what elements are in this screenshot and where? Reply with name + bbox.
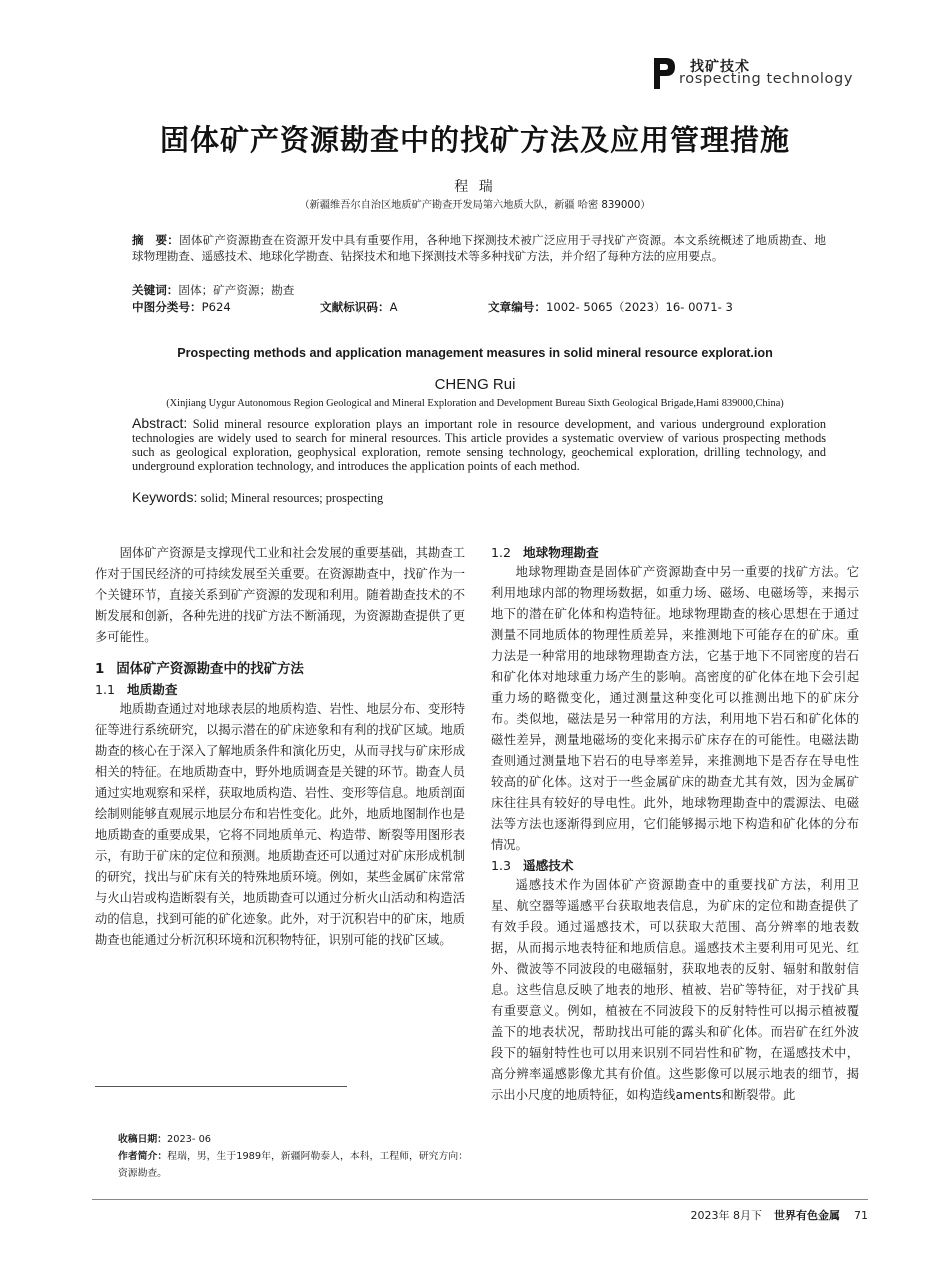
page-footer — [691, 1207, 869, 1223]
author-bio — [118, 1148, 468, 1182]
english-keywords — [132, 489, 383, 506]
abstract-cn-text: 固体矿产资源勘查在资源开发中具有重要作用，各种地下探测技术被广泛应用于寻找矿产资源。本文系统概述了地质勘查、地球物理勘查、遥感技术、地球化学勘查、钻探技术和地下探测技术等多种找矿方法，并介绍了每种方法的应用要点。 — [132, 233, 826, 264]
page-footer-divider — [92, 1199, 868, 1200]
section-1-3-paragraph: 遥感技术作为固体矿产资源勘查中的重要找矿方法，利用卫星、航空器等遥感平台获取地表信息，为矿床的定位和勘查提供了有效手段。通过遥感技术，可以获取大范围、高分辨率的地表数据，从而揭示地表特征和地质信息。遥感技术主要利用可见光、红外、微波等不同波段的电磁辐射，获取地表的反射、辐射和散射信息。这些信息反映了地表的地形、植被、岩矿等特征，对于找矿具有重要意义。例如，植被在不同波段下的反射特性可以揭示植被覆盖下的地表状况，帮助找出可能的露头和矿化体。而岩矿在红外波段下的辐射特性也可以用来识别不同岩性和矿物，在遥感技术中，高分辨率遥感影像尤其有价值。这些影像可以展示地表的细节，揭示出小尺度的地质特征，如构造线aments和断裂带。此 — [491, 878, 859, 1102]
doc-code-label: 文献标识码： — [320, 300, 390, 314]
author-name: 程 瑞 — [454, 179, 496, 195]
column-brand-cn: 找矿技术 — [690, 59, 750, 75]
english-abstract-text: Solid mineral resource exploration plays an important role in resource development, and various underground exploration technologies are widely used to search for mineral resources. This article provides a systematic overview of various prospecting methods such as geological exploration, geophysical exploration, remote sensing technology, geochemical exploration, drilling technology, and underground exploration technology, and introduces the application points of each method. — [132, 417, 826, 473]
section-1-3-number: 1.3 — [491, 858, 512, 873]
english-author: CHENG Rui — [434, 376, 516, 393]
english-affiliation: (Xinjiang Uygur Autonomous Region Geological and Mineral Exploration and Development Bureau Sixth Geological Brigade,Hami 839000,China) — [166, 398, 784, 409]
received-date — [118, 1131, 468, 1148]
section-1-title: 固体矿产资源勘查中的找矿方法 — [116, 662, 304, 677]
abstract-cn-label: 摘 要： — [132, 233, 180, 247]
issue-date: 2023年 8月下 — [690, 1209, 762, 1222]
clc-label: 中图分类号： — [132, 300, 202, 314]
section-1-3-title: 遥感技术 — [523, 858, 574, 873]
author-bio-label: 作者简介： — [118, 1151, 168, 1162]
section-1-2-heading — [491, 543, 859, 562]
section-1-3-heading — [491, 856, 859, 875]
body-left-column — [95, 543, 465, 951]
section-1-number: 1 — [95, 662, 105, 677]
english-abstract-label: Abstract: — [132, 415, 188, 431]
section-1-2-paragraph: 地球物理勘查是固体矿产资源勘查中另一重要的找矿方法。它利用地球内部的物理场数据，如重力场、磁场、电磁场等，来揭示地下的潜在矿化体和构造特征。地球物理勘查的核心思想在于通过测量不同地质体的物理性质差异，来推测地下可能存在的矿床。重力法是一种常用的地球物理勘查方法，它基于地下不同密度的岩石和矿化体对地球重力场产生的影响。高密度的矿化体在地下会引起重力场的略微变化，通过测量这种变化可以推测出地下的矿床分布。类似地，磁法是另一种常用的方法，利用地下岩石和矿化体的磁性差异，测量地磁场的变化来揭示矿床存在的可能性。电磁法勘查则通过测量地下岩石的电导率差异，来推测地下是否存在导电性较高的矿化体。这对于一些金属矿床的勘查尤其有效，因为金属矿床往往具有较好的导电性。此外，地球物理勘查中的震源法、电磁法等方法也逐渐得到应用，它们能够揭示地下构造和矿化体的分布情况。 — [491, 565, 859, 852]
page-number: 71 — [854, 1209, 868, 1222]
section-1-1-paragraph: 地质勘查通过对地球表层的地质构造、岩性、地层分布、变形特征等进行系统研究，以揭示潜在的矿床迹象和有利的找矿区域。地质勘查的核心在于深入了解地质条件和演化历史，从而寻找与矿床形成相关的特征。在地质勘查中，野外地质调查是关键的环节。勘查人员通过实地观察和采样，获取地质构造、岩性、变形等信息。地质剖面绘制则能够直观展示地层分布和岩性变化。此外，地质地图制作也是地质勘查的重要成果，它将不同地质单元、构造带、断裂等用图形表示，有助于矿床的定位和预测。地质勘查还可以通过对矿床形成机制的研究，找出与矿床有关的特殊地质环境。例如，某些金属矿床常常与火山岩或构造断裂有关，地质勘查可以通过分析火山活动和构造活动的信息，找到可能的矿化迹象。此外，对于沉积岩中的矿床，地质勘查也能通过分析沉积环境和沉积物特征，识别可能的找矿区域。 — [95, 702, 465, 947]
keywords-cn — [132, 282, 294, 298]
received-date-label: 收稿日期： — [118, 1134, 167, 1145]
prospecting-p-logo-icon — [651, 56, 677, 90]
english-title: Prospecting methods and application management measures in solid mineral resource explorat.ion — [177, 346, 773, 360]
section-1-2-title: 地球物理勘查 — [523, 545, 599, 560]
journal-name: 世界有色金属 — [774, 1209, 840, 1222]
author-bio-text: 程瑞，男，生于1989年，新疆阿勒泰人，本科，工程师，研究方向：资源勘查。 — [118, 1151, 469, 1179]
classification-row — [132, 299, 832, 315]
clc-value: P624 — [201, 300, 231, 314]
footnote — [118, 1131, 468, 1182]
english-abstract — [132, 417, 826, 474]
received-date-value: 2023- 06 — [166, 1134, 212, 1145]
section-1-1-heading — [95, 680, 465, 699]
section-1-heading — [95, 659, 465, 680]
paper-title: 固体矿产资源勘查中的找矿方法及应用管理措施 — [159, 123, 790, 157]
article-number-value: 1002- 5065（2023）16- 0071- 3 — [545, 300, 733, 314]
article-number-label: 文章编号： — [488, 300, 546, 314]
english-keywords-label: Keywords: — [132, 489, 198, 505]
doc-code-value: A — [389, 300, 398, 314]
section-1-2-number: 1.2 — [491, 545, 512, 560]
keywords-cn-text: 固体；矿产资源；勘查 — [178, 283, 295, 297]
body-right-column — [491, 543, 859, 1106]
english-keywords-text: solid; Mineral resources; prospecting — [200, 491, 384, 505]
section-1-1-title: 地质勘查 — [127, 682, 178, 697]
keywords-cn-label: 关键词： — [132, 283, 179, 297]
section-1-1-number: 1.1 — [95, 682, 116, 697]
intro-paragraph: 固体矿产资源是支撑现代工业和社会发展的重要基础，其勘查工作对于国民经济的可持续发展至关重要。在资源勘查中，找矿作为一个关键环节，直接关系到矿产资源的发现和利用。随着勘查技术的不断发展和创新，各种先进的找矿方法不断涌现，为资源勘查提供了更多可能性。 — [95, 546, 465, 644]
column-brand-en: rospecting technology — [679, 71, 853, 87]
author-affiliation: （新疆维吾尔自治区地质矿产勘查开发局第六地质大队，新疆 哈密 839000） — [299, 200, 651, 211]
footnote-divider — [95, 1086, 347, 1087]
abstract-cn — [132, 232, 826, 265]
